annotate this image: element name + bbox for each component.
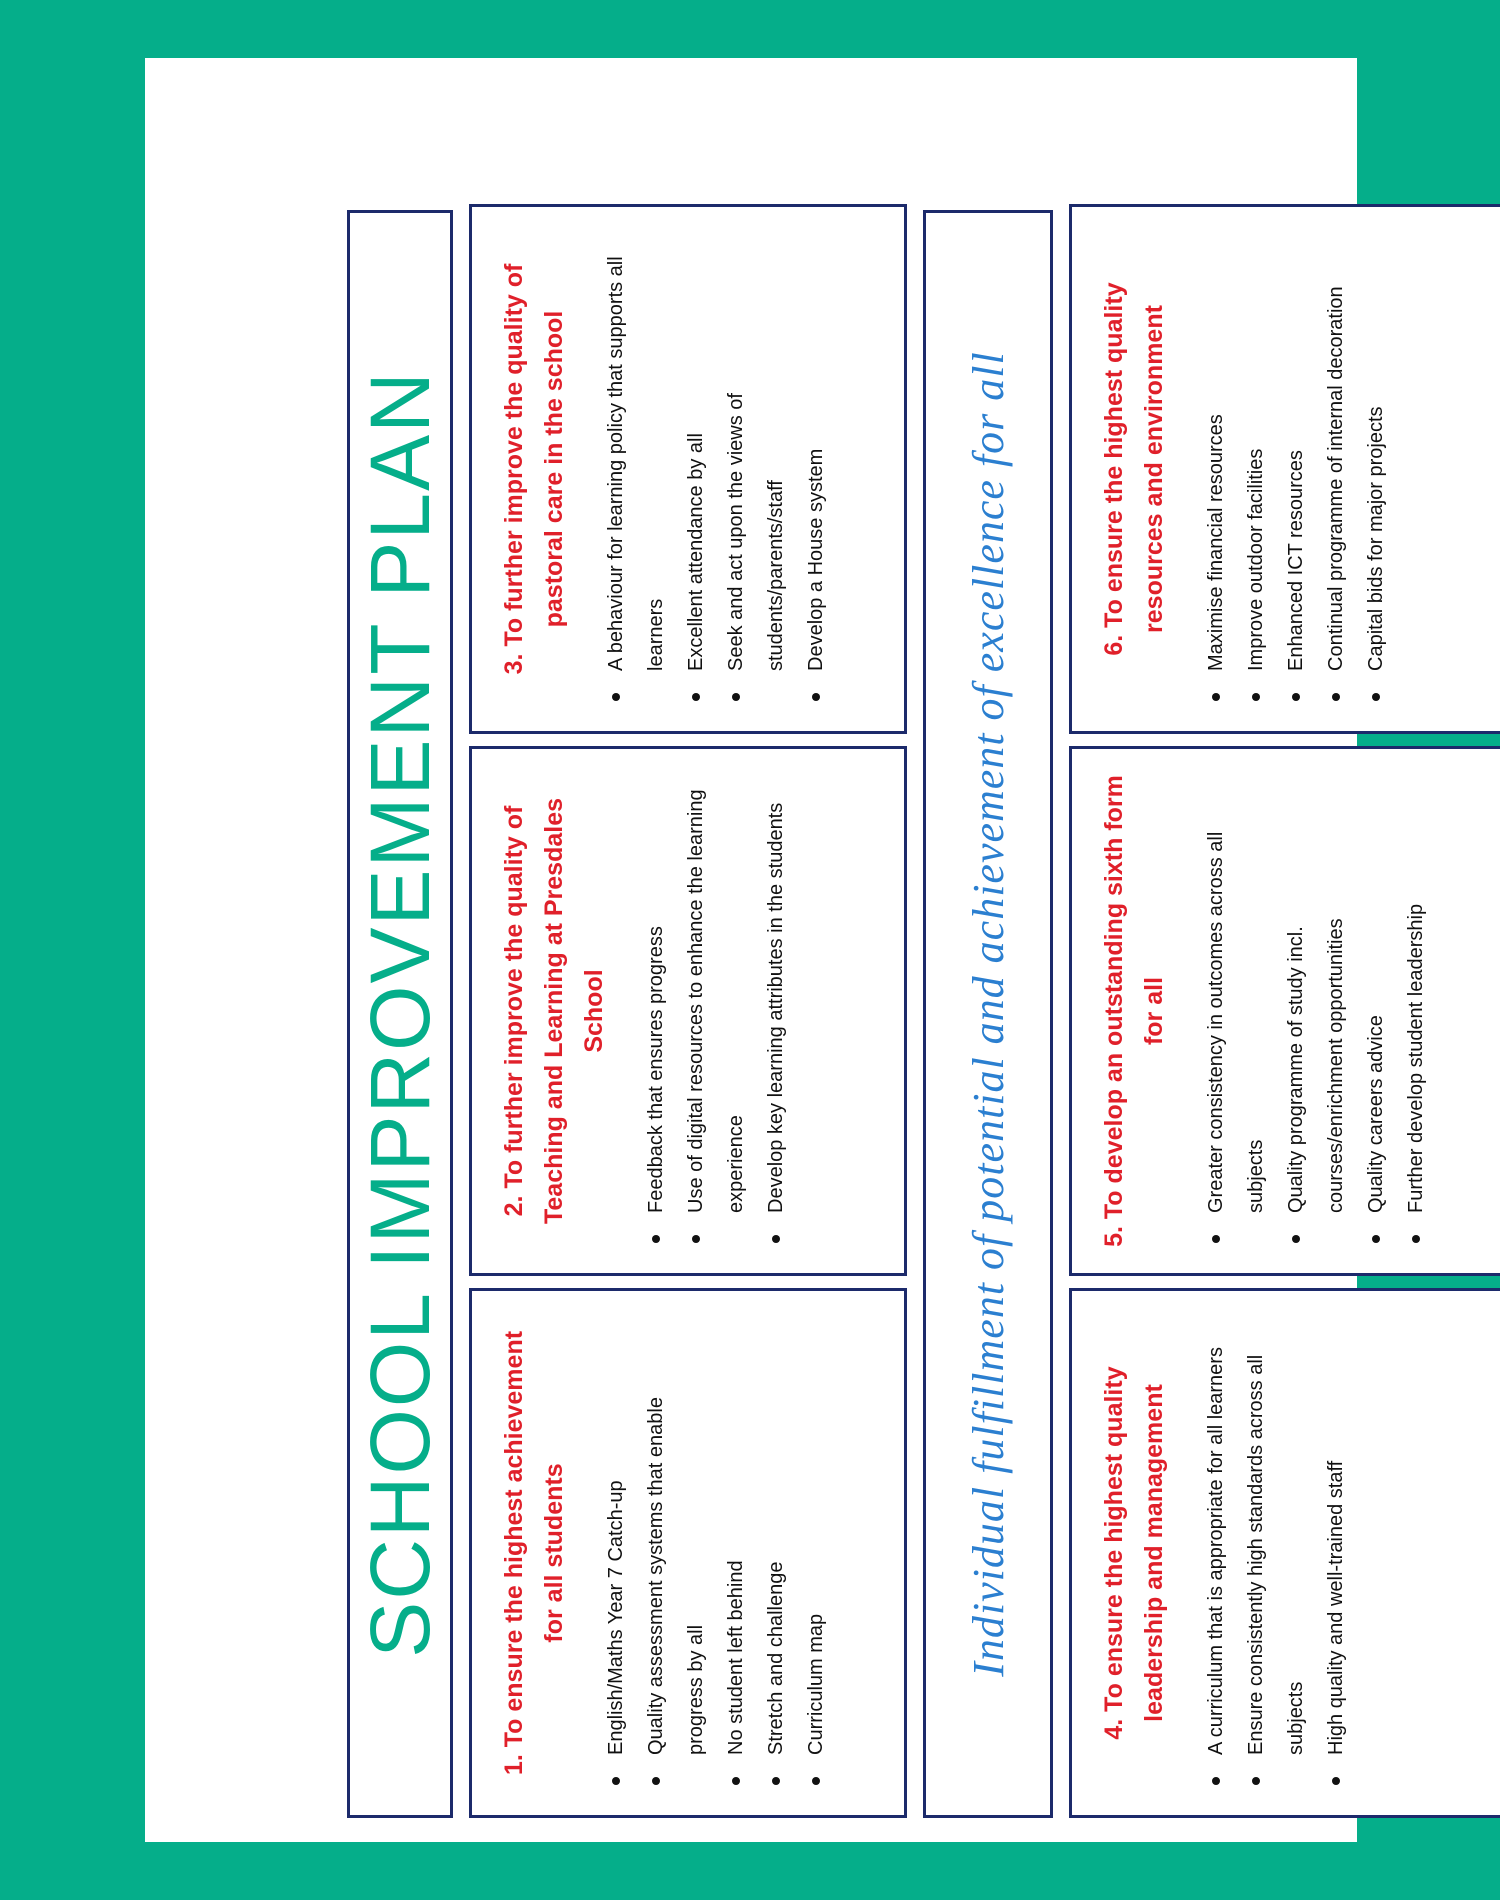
bullet-icon [1212, 1777, 1220, 1785]
objective-card-1 [469, 1288, 907, 1818]
objective-title: 1. To ensure the highest achievement for all students [500, 1330, 568, 1776]
bullet-text: Excellent attendance by all [685, 433, 707, 671]
bullet-item [1236, 233, 1276, 705]
bullet-icon [812, 693, 820, 701]
bullet-icon [732, 1777, 740, 1785]
page-title: SCHOOL IMPROVEMENT PLAN [353, 370, 447, 1658]
objective-bullet-list [1196, 775, 1436, 1247]
objective-bullet-list [596, 233, 836, 705]
bullet-text: Develop key learning attributes in the students [765, 802, 787, 1213]
bullet-text: A curriculum that is appropriate for all learners [1205, 1347, 1227, 1755]
bullet-icon [612, 1777, 620, 1785]
bullet-icon [652, 1235, 660, 1243]
objective-bullet-list [1196, 1317, 1356, 1789]
bullet-text: Improve outdoor facilities [1245, 448, 1267, 671]
bullet-text: Seek and act upon the views of students/parents/staff [725, 393, 787, 671]
bullet-text: Capital bids for major projects [1365, 406, 1387, 671]
bullet-icon [692, 693, 700, 701]
bullet-icon [772, 1235, 780, 1243]
bullet-text: English/Maths Year 7 Catch-up [605, 1480, 627, 1755]
objective-card-2 [469, 746, 907, 1276]
bullet-text: Develop a House system [805, 448, 827, 671]
bullet-icon [1372, 1235, 1380, 1243]
objective-title: 6. To ensure the highest quality resources and environment [1100, 282, 1168, 656]
bullet-icon [772, 1777, 780, 1785]
bullet-text: Stretch and challenge [765, 1561, 787, 1755]
objective-card-4 [1069, 1288, 1500, 1818]
bullet-item [636, 775, 676, 1247]
objective-card-3 [469, 204, 907, 734]
bullet-icon [1212, 693, 1220, 701]
objective-title: 3. To further improve the quality of pastoral care in the school [500, 263, 568, 675]
bullet-text: Quality assessment systems that enable progress by all [645, 1397, 707, 1755]
objective-bullet-list [596, 1317, 836, 1789]
bullet-icon [1412, 1235, 1420, 1243]
bullet-item [796, 233, 836, 705]
bullet-item [676, 233, 716, 705]
bullet-text: Feedback that ensures progress [645, 926, 667, 1213]
bullet-item [1196, 775, 1276, 1247]
bullet-item [596, 233, 676, 705]
bullet-item [1316, 233, 1356, 705]
bullet-text: A behaviour for learning policy that supports all learners [605, 256, 667, 671]
bullet-icon [1292, 693, 1300, 701]
bullet-icon [1252, 693, 1260, 701]
objective-card-5 [1069, 746, 1500, 1276]
bullet-icon [1292, 1235, 1300, 1243]
bullet-item [1356, 775, 1396, 1247]
bullet-icon [612, 693, 620, 701]
bullet-icon [1212, 1235, 1220, 1243]
bullet-item [676, 775, 756, 1247]
title-banner [347, 210, 453, 1818]
bullet-icon [1252, 1777, 1260, 1785]
vision-statement: Individual fulfillment of potential and achievement of excellence for all [963, 351, 1013, 1677]
bullet-item [716, 1317, 756, 1789]
poster-sheet [145, 58, 1427, 1842]
bullet-text: Use of digital resources to enhance the learning experience [685, 789, 747, 1213]
bullet-text: Ensure consistently high standards across all subjects [1245, 1354, 1307, 1755]
bullet-icon [1332, 693, 1340, 701]
bullet-item [756, 775, 796, 1247]
bullet-item [1236, 1317, 1316, 1789]
bullet-icon [652, 1777, 660, 1785]
bullet-icon [692, 1235, 700, 1243]
bullet-text: Continual programme of internal decoration [1325, 286, 1347, 671]
bullet-text: Enhanced ICT resources [1285, 450, 1307, 671]
bullet-item [1316, 1317, 1356, 1789]
bullet-item [636, 1317, 716, 1789]
bullet-icon [812, 1777, 820, 1785]
bullet-text: Maximise financial resources [1205, 414, 1227, 671]
bullet-item [1276, 233, 1316, 705]
bullet-icon [1332, 1777, 1340, 1785]
bullet-item [1196, 1317, 1236, 1789]
bullet-item [596, 1317, 636, 1789]
bullet-text: High quality and well-trained staff [1325, 1460, 1347, 1755]
bullet-item [1396, 775, 1436, 1247]
bullet-icon [1372, 693, 1380, 701]
bullet-item [756, 1317, 796, 1789]
bullet-item [1356, 233, 1396, 705]
bullet-text: Curriculum map [805, 1613, 827, 1755]
objective-title: 4. To ensure the highest quality leadership and management [1100, 1366, 1168, 1740]
bullet-text: Quality programme of study incl. courses/enrichment opportunities [1285, 918, 1347, 1213]
objective-bullet-list [1196, 233, 1396, 705]
bullet-text: Quality careers advice [1365, 1015, 1387, 1213]
bullet-item [796, 1317, 836, 1789]
bullet-item [1196, 233, 1236, 705]
bullet-text: Greater consistency in outcomes across all subjects [1205, 831, 1267, 1213]
bullet-icon [732, 693, 740, 701]
vision-banner [923, 210, 1053, 1818]
bullet-item [1276, 775, 1356, 1247]
bullet-item [716, 233, 796, 705]
objective-title: 2. To further improve the quality of Teaching and Learning at Presdales School [500, 797, 608, 1225]
bullet-text: No student left behind [725, 1560, 747, 1755]
bullet-text: Further develop student leadership [1405, 903, 1427, 1213]
objective-title: 5. To develop an outstanding sixth form for all [1100, 775, 1168, 1247]
poster-content [347, 204, 1459, 1818]
objective-bullet-list [636, 775, 796, 1247]
objective-card-6 [1069, 204, 1500, 734]
